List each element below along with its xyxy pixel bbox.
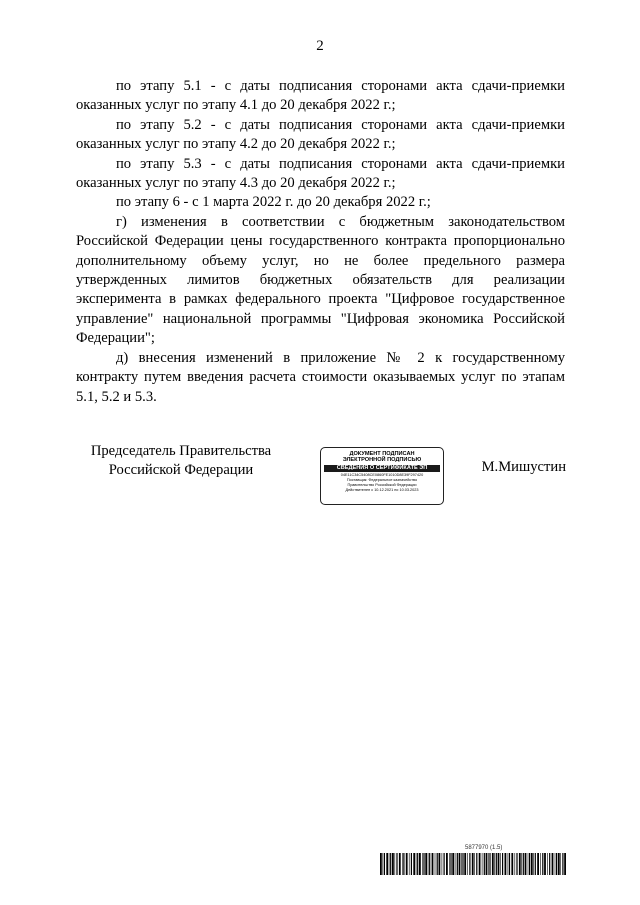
electronic-signature-stamp [320, 447, 444, 505]
stamp-validity: Действителен с 10.12.2021 по 10.03.2023 [345, 487, 419, 492]
document-code: 5877970 (1.5) [465, 845, 503, 851]
paragraph-stage-6: по этапу 6 - с 1 марта 2022 г. до 20 декабря 2022 г.; [116, 194, 431, 211]
paragraph-stage-5-2: по этапу 5.2 - с даты подписания сторонами акта сдачи-приемки оказанных услуг по этапу 4.2 до 20 декабря 2022 г.; [76, 116, 565, 153]
stamp-title [321, 451, 443, 464]
stamp-serial: 04E11C34C5408CE0860FE1010D8E39F297420 [340, 472, 424, 477]
stamp-issuer-line2: Правительство Российской Федерации [347, 482, 417, 487]
signatory-position-line2: Российской Федерации [108, 462, 254, 479]
stamp-certificate-band: СВЕДЕНИЯ О СЕРТИФИКАТЕ ЭП [324, 465, 440, 472]
signatory-position-line1: Председатель Правительства [90, 443, 272, 459]
paragraph-item-d: д) внесения изменений в приложение № 2 к государственному контракту путем введения расчета стоимости оказываемых услуг по этапам 5.1, 5.2 и 5.3. [76, 349, 565, 405]
body-text [76, 77, 565, 407]
barcode [380, 853, 566, 875]
stamp-issuer-line1: Поставщик: Федеральное казначейство [346, 477, 418, 482]
page-number: 2 [316, 38, 324, 54]
signatory-position [76, 442, 286, 481]
paragraph-stage-5-3: по этапу 5.3 - с даты подписания сторонами акта сдачи-приемки оказанных услуг по этапу 4.3 до 20 декабря 2022 г.; [76, 155, 565, 192]
stamp-title-line2: ЭЛЕКТРОННОЙ ПОДПИСЬЮ [342, 457, 422, 464]
paragraph-item-g: г) изменения в соответствии с бюджетным законодательством Российской Федерации цены государственного контракта пропорционально дополнительному объему услуг, но не более предельного размера утвержденных лимитов бюджетных обязательств для реализации эксперимента в рамках федерального проекта "Цифровое государственное управление" национальной программы "Цифровая экономика Российской Федерации"; [76, 213, 565, 347]
stamp-title-line1: ДОКУМЕНТ ПОДПИСАН [349, 451, 415, 457]
signatory-name: М.Мишустин [481, 459, 566, 475]
paragraph-stage-5-1: по этапу 5.1 - с даты подписания сторонами акта сдачи-приемки оказанных услуг по этапу 4.1 до 20 декабря 2022 г.; [76, 78, 565, 114]
